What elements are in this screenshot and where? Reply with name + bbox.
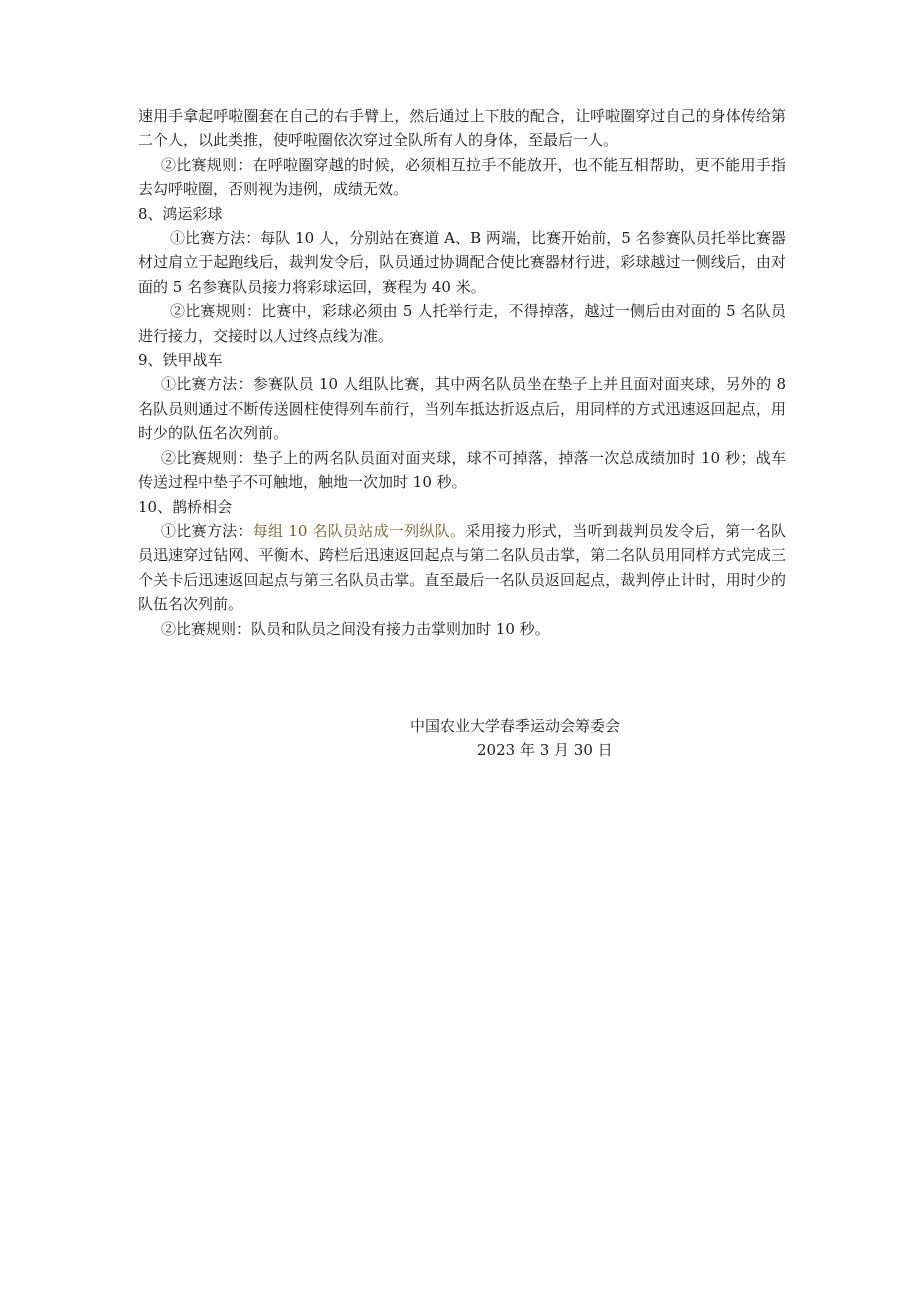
paragraph-8-rules: ②比赛规则：比赛中，彩球必须由 5 人托举行走，不得掉落，越过一侧后由对面的 5 名队员进行接力，交接时以人过终点线为准。 (138, 302, 786, 345)
document-body (138, 104, 786, 641)
paragraph-10-method-label: ①比赛方法： (161, 521, 253, 540)
signature-date: 2023 年 3 月 30 日 (477, 741, 613, 760)
paragraph-9-rules: ②比赛规则：垫子上的两名队员面对面夹球，球不可掉落，掉落一次总成绩加时 10 秒；战车传送过程中垫子不可触地，触地一次加时 10 秒。 (138, 448, 786, 492)
signature-organization: 中国农业大学春季运动会筹委会 (410, 717, 621, 735)
paragraph-10-method-body: 采用接力形式，当听到裁判员发令后，第一名队员迅速穿过钻网、平衡木、跨栏后迅速返回起点与第二名队员击掌，第二名队员用同样方式完成三个关卡后迅速返回起点与第三名队员击掌。直至最后一名队员返回起点，裁判停止计时，用时少的队伍名次列前。 (138, 521, 786, 614)
paragraph-9-method: ①比赛方法：参赛队员 10 人组队比赛，其中两名队员坐在垫子上并且面对面夹球，另外的 8 名队员则通过不断传送圆柱使得列车前行，当列车抵达折返点后，用同样的方式迅速返回起点，用时少的队伍名次列前。 (138, 375, 786, 443)
paragraph-10-rules: ②比赛规则：队员和队员之间没有接力击掌则加时 10 秒。 (161, 619, 550, 638)
paragraph-10-method (138, 519, 786, 617)
highlighted-text: 每组 10 名队员站成一列纵队。 (252, 521, 466, 540)
signature-block (410, 714, 620, 763)
section-heading-9: 9、铁甲战车 (138, 351, 223, 370)
paragraph-hula-continued: 速用手拿起呼啦圈套在自己的右手臂上，然后通过上下肢的配合，让呼啦圈穿过自己的身体传给第二个人，以此类推，使呼啦圈依次穿过全队所有人的身体，至最后一人。 (138, 107, 786, 150)
paragraph-8-method: ①比赛方法：每队 10 人，分别站在赛道 A、B 两端，比赛开始前，5 名参赛队员托举比赛器材过肩立于起跑线后，裁判发令后，队员通过协调配合使比赛器材行进，彩球越过一侧线后，由对面的 5 名参赛队员接力将彩球运回，赛程为 40 米。 (138, 229, 786, 296)
paragraph-hula-rules: ②比赛规则：在呼啦圈穿越的时候，必须相互拉手不能放开，也不能互相帮助，更不能用手指去勾呼啦圈，否则视为违例，成绩无效。 (138, 155, 786, 199)
section-heading-10: 10、鹊桥相会 (138, 497, 233, 516)
section-heading-8: 8、鸿运彩球 (138, 204, 223, 223)
